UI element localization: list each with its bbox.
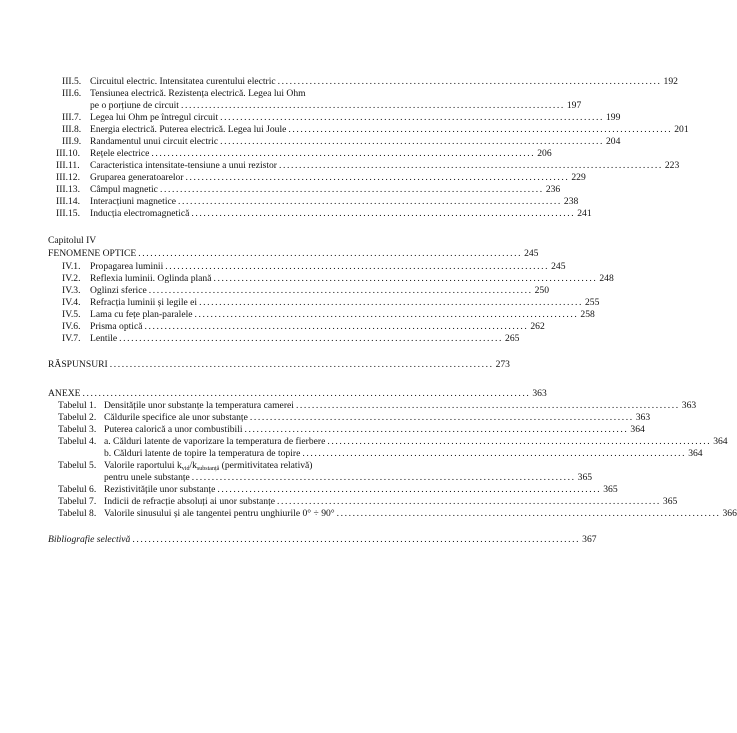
leader-dots: ................................................................................................ (148, 285, 533, 296)
toc-entry[interactable] (48, 160, 680, 172)
title-part: /k (189, 460, 197, 471)
table-entry-continuation[interactable] (48, 448, 703, 460)
toc-entry[interactable] (48, 297, 600, 309)
table-number: Tabelul 8. (58, 508, 97, 519)
toc-page-number: 223 (664, 160, 680, 171)
toc-entry[interactable] (48, 333, 520, 345)
leader-dots: ................................................................................................ (217, 484, 602, 495)
toc-title: Lama cu fețe plan-paralele (90, 309, 193, 320)
toc-title: b. Călduri latente de topire la temperatura de topire (104, 448, 301, 459)
leader-dots: ................................................................................................ (109, 359, 494, 370)
toc-entry[interactable] (48, 124, 689, 136)
toc-title: Prisma optică (90, 321, 143, 332)
toc-title: Tensiunea electrică. Rezistența electrică. Legea lui Ohm (90, 88, 306, 99)
toc-page-number: 366 (722, 508, 737, 519)
leader-dots: ................................................................................................ (327, 436, 712, 447)
toc-number: III.14. (56, 196, 80, 207)
subscript-substanta: substanță (196, 466, 220, 472)
table-entry[interactable] (48, 484, 618, 496)
toc-title: Rețele electrice (90, 148, 150, 159)
toc-entry[interactable] (48, 285, 549, 297)
toc-title: Inducția electromagnetică (90, 208, 190, 219)
toc-page-number: 363 (532, 388, 547, 399)
toc-page-number: 245 (524, 248, 539, 259)
toc-page-number: 363 (635, 412, 651, 423)
toc-title: Energia electrică. Puterea electrică. Legea lui Joule (90, 124, 287, 135)
leader-dots: ................................................................................................ (220, 112, 604, 123)
toc-page-number: 365 (577, 472, 593, 483)
toc-page-number: 365 (603, 484, 618, 495)
toc-entry[interactable] (48, 172, 586, 184)
toc-page-number: 364 (688, 448, 703, 459)
toc-title: pentru unele substanțe (104, 472, 190, 483)
toc-number: III.7. (62, 112, 82, 123)
toc-number: IV.5. (62, 309, 81, 320)
toc-title: pe o porțiune de circuit (90, 100, 179, 111)
subscript-vid: vid (181, 466, 190, 472)
toc-page-number: 229 (571, 172, 586, 183)
toc-title: Caracteristica intensitate-tensiune a unui rezistor (90, 160, 278, 171)
annexes-entry[interactable] (48, 388, 547, 400)
toc-number: IV.4. (62, 297, 81, 308)
toc-number: III.10. (56, 148, 80, 159)
table-entry[interactable] (48, 400, 697, 412)
leader-dots: ................................................................................................ (194, 309, 579, 320)
leader-dots: ................................................................................................ (185, 172, 570, 183)
leader-dots: ................................................................................................ (279, 160, 663, 171)
leader-dots: ................................................................................................ (191, 208, 576, 219)
toc-number: IV.1. (62, 261, 81, 272)
chapter-heading[interactable] (48, 248, 539, 260)
answers-title: RĂSPUNSURI (48, 359, 108, 370)
toc-entry[interactable] (48, 321, 545, 333)
toc-page-number: 262 (530, 321, 545, 332)
toc-title: Câmpul magnetic (90, 184, 158, 195)
toc-page-number: 248 (599, 273, 614, 284)
toc-entry[interactable] (48, 184, 561, 196)
table-number: Tabelul 2. (58, 412, 97, 423)
leader-dots: ................................................................................................ (165, 261, 550, 272)
toc-entry[interactable] (48, 88, 453, 100)
toc-page-number: 273 (495, 359, 510, 370)
toc-page-number: 363 (681, 400, 697, 411)
leader-dots: ................................................................................................ (244, 424, 629, 435)
toc-page-number: 255 (584, 297, 600, 308)
table-number: Tabelul 3. (58, 424, 97, 435)
toc-number: III.5. (62, 76, 82, 87)
leader-dots: ................................................................................................ (277, 496, 661, 507)
toc-page-number: 250 (534, 285, 549, 296)
toc-entry[interactable] (48, 112, 621, 124)
toc-page-number: 197 (566, 100, 582, 111)
table-entry[interactable] (48, 460, 453, 472)
toc-page-number: 201 (674, 124, 689, 135)
leader-dots: ................................................................................................ (180, 100, 565, 111)
leader-dots: ................................................................................................ (302, 448, 687, 459)
toc-title: Densitățile unor substanțe la temperatura camerei (104, 400, 294, 411)
toc-page-number: 364 (630, 424, 645, 435)
toc-title: Gruparea generatoarelor (90, 172, 184, 183)
toc-title: Propagarea luminii (90, 261, 164, 272)
toc-title: Lentile (90, 333, 118, 344)
table-number: Tabelul 6. (58, 484, 97, 495)
bibliography-title: Bibliografie selectivă (48, 534, 131, 545)
table-number: Tabelul 1. (58, 400, 97, 411)
annexes-title: ANEXE (48, 388, 81, 399)
leader-dots: ................................................................................................ (288, 124, 673, 135)
toc-entry-continuation[interactable] (48, 100, 582, 112)
toc-page-number: 258 (580, 309, 595, 320)
toc-number: IV.6. (62, 321, 81, 332)
toc-title: Puterea calorică a unor combustibili (104, 424, 243, 435)
toc-entry[interactable] (48, 309, 595, 321)
table-number: Tabelul 7. (58, 496, 97, 507)
toc-number: III.9. (62, 136, 82, 147)
toc-title: a. Călduri latente de vaporizare la temperatura de fierbere (104, 436, 326, 447)
table-entry[interactable] (48, 412, 651, 424)
title-part: Valorile raportului k (104, 460, 182, 471)
toc-entry[interactable] (48, 208, 592, 220)
toc-entry[interactable] (48, 136, 621, 148)
toc-page-number: 265 (505, 333, 520, 344)
toc-title: Rezistivitățile unor substanțe (104, 484, 216, 495)
table-entry[interactable] (48, 496, 678, 508)
toc-page-number: 245 (551, 261, 566, 272)
toc-entry[interactable] (48, 261, 566, 273)
toc-title: Legea lui Ohm pe întregul circuit (90, 112, 219, 123)
leader-dots: ................................................................................................ (151, 148, 536, 159)
toc-entry[interactable] (48, 76, 678, 88)
toc-page-number: 367 (582, 534, 597, 545)
table-number: Tabelul 5. (58, 460, 97, 471)
table-entry[interactable] (48, 424, 645, 436)
toc-page-number: 192 (663, 76, 678, 87)
chapter-label-text: Capitolul IV (48, 235, 97, 246)
title-part: (permitivitatea relativă) (219, 460, 313, 471)
table-entry[interactable] (48, 508, 737, 520)
toc-number: III.13. (56, 184, 80, 195)
leader-dots: ................................................................................................ (191, 472, 576, 483)
toc-title: Oglinzi sferice (90, 285, 147, 296)
bibliography-entry[interactable] (48, 534, 597, 546)
leader-dots: ................................................................................................ (277, 76, 662, 87)
toc-entry[interactable] (48, 273, 614, 285)
chapter-title: FENOMENE OPTICE (48, 248, 137, 259)
toc-page-number: 204 (606, 136, 621, 147)
toc-title: Randamentul unui circuit electric (90, 136, 219, 147)
toc-title: Valorile sinusului și ale tangentei pentru unghiurile 0° ÷ 90° (104, 508, 335, 519)
leader-dots: ................................................................................................ (138, 248, 523, 259)
toc-title: Circuitul electric. Intensitatea curentului electric (90, 76, 276, 87)
leader-dots: ................................................................................................ (336, 508, 721, 519)
toc-entry[interactable] (48, 196, 579, 208)
toc-page-number: 365 (662, 496, 678, 507)
leader-dots: ................................................................................................ (249, 412, 634, 423)
leader-dots: ................................................................................................ (159, 184, 544, 195)
toc-number: IV.3. (62, 285, 81, 296)
leader-dots: ................................................................................................ (119, 333, 504, 344)
table-entry-continuation[interactable] (48, 472, 593, 484)
toc-page-number: 241 (577, 208, 592, 219)
leader-dots: ................................................................................................................ (132, 534, 581, 545)
table-number: Tabelul 4. (58, 436, 97, 447)
toc-page-number: 199 (606, 112, 621, 123)
answers-entry[interactable] (48, 359, 510, 371)
toc-number: IV.2. (62, 273, 81, 284)
toc-title: Reflexia luminii. Oglinda plană (90, 273, 212, 284)
toc-page-number: 238 (563, 196, 579, 207)
toc-number: III.15. (56, 208, 80, 219)
leader-dots: ................................................................................................ (144, 321, 529, 332)
table-entry[interactable] (48, 436, 728, 448)
toc-number: IV.7. (62, 333, 81, 344)
toc-page-number: 364 (713, 436, 728, 447)
toc-number: III.12. (56, 172, 80, 183)
chapter-label (48, 235, 453, 247)
leader-dots: ................................................................................................ (295, 400, 680, 411)
toc-number: III.8. (62, 124, 82, 135)
leader-dots: ................................................................................................ (220, 136, 604, 147)
toc-number: III.11. (56, 160, 80, 171)
toc-title: Indicii de refracție absoluți ai unor substanțe (104, 496, 276, 507)
toc-number: III.6. (62, 88, 82, 99)
leader-dots: ................................................................................................ (199, 297, 583, 308)
toc-title: Refracția luminii și legile ei (90, 297, 198, 308)
toc-entry[interactable] (48, 148, 552, 160)
toc-page-number: 236 (545, 184, 561, 195)
toc-title: Interacțiuni magnetice (90, 196, 177, 207)
toc-title: Căldurile specifice ale unor substanțe (104, 412, 248, 423)
leader-dots: ................................................................................................................ (82, 388, 531, 399)
leader-dots: ................................................................................................ (178, 196, 562, 207)
toc-page-number: 206 (537, 148, 552, 159)
leader-dots: ................................................................................................ (213, 273, 598, 284)
